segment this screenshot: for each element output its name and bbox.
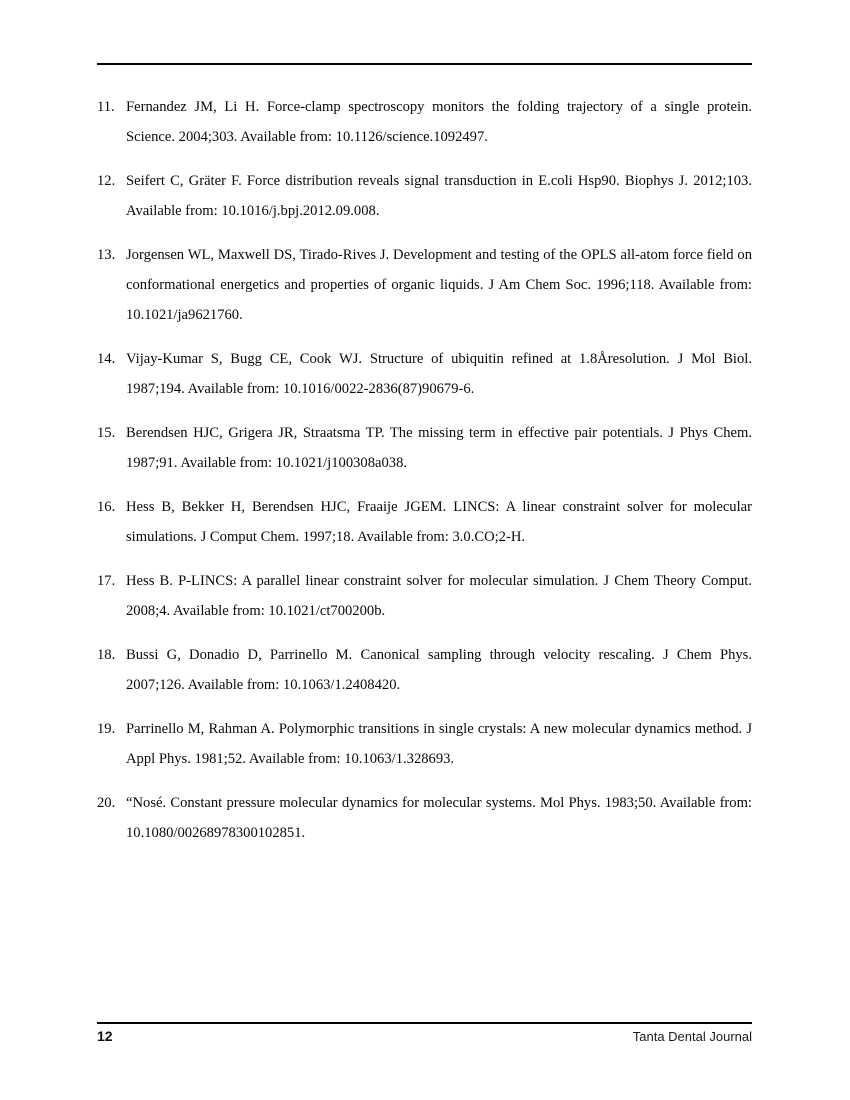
- reference-text: Berendsen HJC, Grigera JR, Straatsma TP. The missing term in effective pair potentials. J Phys Chem. 1987;91. Available from: 10.1021/j100308a038.: [126, 425, 752, 471]
- reference-text: Fernandez JM, Li H. Force-clamp spectroscopy monitors the folding trajectory of a single protein. Science. 2004;303. Available from: 10.1126/science.1092497.: [126, 99, 752, 145]
- reference-item-13: [97, 240, 752, 330]
- reference-number: 13.: [97, 247, 116, 263]
- reference-number: 14.: [97, 351, 116, 367]
- page-number: 12: [97, 1028, 113, 1044]
- footer-rule: [97, 1022, 752, 1024]
- references-list: [97, 92, 752, 862]
- reference-item-20: [97, 788, 752, 848]
- reference-item-16: [97, 492, 752, 552]
- reference-number: 18.: [97, 647, 116, 663]
- reference-number: 16.: [97, 499, 116, 515]
- reference-number: 19.: [97, 721, 116, 737]
- header-rule: [97, 63, 752, 65]
- reference-text: Hess B, Bekker H, Berendsen HJC, Fraaije JGEM. LINCS: A linear constraint solver for molecular simulations. J Comput Chem. 1997;18. Available from: 3.0.CO;2-H.: [126, 499, 752, 545]
- reference-text: Jorgensen WL, Maxwell DS, Tirado-Rives J. Development and testing of the OPLS all-atom force field on conformational energetics and properties of organic liquids. J Am Chem Soc. 1996;118. Available from: 10.1021/ja9621760.: [126, 247, 752, 323]
- reference-text: Seifert C, Gräter F. Force distribution reveals signal transduction in E.coli Hsp90. Biophys J. 2012;103. Available from: 10.1016/j.bpj.2012.09.008.: [126, 173, 752, 219]
- reference-item-18: [97, 640, 752, 700]
- reference-item-14: [97, 344, 752, 404]
- reference-number: 15.: [97, 425, 116, 441]
- reference-text: Vijay-Kumar S, Bugg CE, Cook WJ. Structure of ubiquitin refined at 1.8Åresolution. J Mol Biol. 1987;194. Available from: 10.1016/0022-2836(87)90679-6.: [126, 351, 752, 397]
- reference-item-12: [97, 166, 752, 226]
- reference-number: 17.: [97, 573, 116, 589]
- reference-item-17: [97, 566, 752, 626]
- page-footer: [97, 1028, 752, 1044]
- reference-number: 11.: [97, 99, 115, 115]
- reference-text: Bussi G, Donadio D, Parrinello M. Canonical sampling through velocity rescaling. J Chem Phys. 2007;126. Available from: 10.1063/1.2408420.: [126, 647, 752, 693]
- reference-text: “Nosé. Constant pressure molecular dynamics for molecular systems. Mol Phys. 1983;50. Available from: 10.1080/00268978300102851.: [126, 795, 752, 841]
- reference-number: 12.: [97, 173, 116, 189]
- reference-text: Parrinello M, Rahman A. Polymorphic transitions in single crystals: A new molecular dynamics method. J Appl Phys. 1981;52. Available from: 10.1063/1.328693.: [126, 721, 752, 767]
- reference-item-11: [97, 92, 752, 152]
- reference-item-15: [97, 418, 752, 478]
- reference-number: 20.: [97, 795, 116, 811]
- journal-name: Tanta Dental Journal: [632, 1029, 752, 1044]
- reference-text: Hess B. P-LINCS: A parallel linear constraint solver for molecular simulation. J Chem Theory Comput. 2008;4. Available from: 10.1021/ct700200b.: [126, 573, 752, 619]
- reference-item-19: [97, 714, 752, 774]
